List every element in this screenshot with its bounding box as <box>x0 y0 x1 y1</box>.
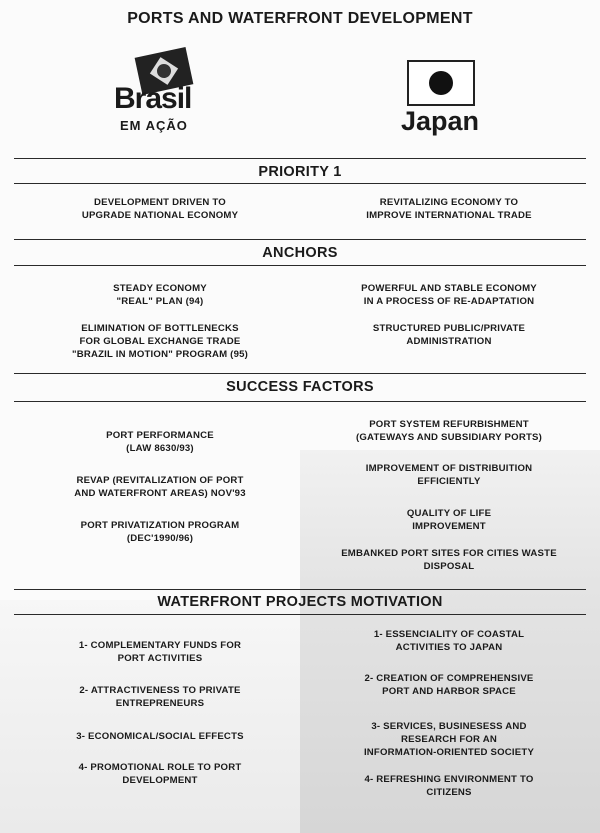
anchors-brazil-item: ELIMINATION OF BOTTLENECKS FOR GLOBAL EXCHANGE TRADE "BRAZIL IN MOTION" PROGRAM (95) <box>71 323 249 360</box>
motivation-japan-item: 2- CREATION OF COMPREHENSIVE PORT AND HARBOR SPACE <box>364 673 534 697</box>
success-japan-item: QUALITY OF LIFE IMPROVEMENT <box>406 508 492 532</box>
brasil-logo-subtitle: EM AÇÃO <box>120 118 188 133</box>
divider <box>14 614 586 615</box>
divider <box>14 401 586 402</box>
motivation-brazil-item: 4- PROMOTIONAL ROLE TO PORT DEVELOPMENT <box>78 762 242 786</box>
success-brazil-item: PORT PERFORMANCE (LAW 8630/93) <box>106 430 214 454</box>
anchors-brazil-item: STEADY ECONOMY "REAL" PLAN (94) <box>113 283 207 307</box>
motivation-japan-item: 1- ESSENCIALITY OF COASTAL ACTIVITIES TO JAPAN <box>373 629 525 653</box>
shaded-background-left <box>0 600 300 833</box>
priority-brazil: DEVELOPMENT DRIVEN TO UPGRADE NATIONAL ECONOMY <box>81 197 239 221</box>
motivation-japan-item: 4- REFRESHING ENVIRONMENT TO CITIZENS <box>364 774 534 798</box>
anchors-japan-item: STRUCTURED PUBLIC/PRIVATE ADMINISTRATION <box>372 323 526 347</box>
page-title: PORTS AND WATERFRONT DEVELOPMENT <box>127 10 473 27</box>
divider <box>14 589 586 590</box>
success-japan-item: EMBANKED PORT SITES FOR CITIES WASTE DISPOSAL <box>341 548 557 572</box>
divider <box>14 183 586 184</box>
brasil-em-acao-logo <box>108 50 218 140</box>
japan-logo-text: Japan <box>401 106 480 136</box>
section-heading-motivation: WATERFRONT PROJECTS MOTIVATION <box>157 594 443 610</box>
motivation-japan-item: 3- SERVICES, BUSINESESS AND RESEARCH FOR AN INFORMATION-ORIENTED SOCIETY <box>363 721 535 758</box>
divider <box>14 265 586 266</box>
section-heading-priority: PRIORITY 1 <box>258 164 342 180</box>
brasil-logo-text: Brasil <box>114 82 192 115</box>
section-heading-success-factors: SUCCESS FACTORS <box>226 379 374 395</box>
motivation-brazil-item: 2- ATTRACTIVENESS TO PRIVATE ENTREPRENEURS <box>79 685 241 709</box>
priority-japan: REVITALIZING ECONOMY TO IMPROVE INTERNATIONAL TRADE <box>366 197 532 221</box>
motivation-brazil-item: 3- ECONOMICAL/SOCIAL EFFECTS <box>76 731 244 742</box>
section-heading-anchors: ANCHORS <box>262 245 338 261</box>
motivation-brazil-item: 1- COMPLEMENTARY FUNDS FOR PORT ACTIVITIES <box>78 640 242 664</box>
japan-logo <box>395 60 495 140</box>
divider <box>14 373 586 374</box>
japan-flag-icon <box>407 60 475 106</box>
divider <box>14 158 586 159</box>
success-japan-item: PORT SYSTEM REFURBISHMENT (GATEWAYS AND SUBSIDIARY PORTS) <box>355 419 542 443</box>
success-brazil-item: PORT PRIVATIZATION PROGRAM (DEC'1990/96) <box>80 520 240 544</box>
success-japan-item: IMPROVEMENT OF DISTRIBUITION EFFICIENTLY <box>365 463 533 487</box>
anchors-japan-item: POWERFUL AND STABLE ECONOMY IN A PROCESS OF RE-ADAPTATION <box>361 283 537 307</box>
divider <box>14 239 586 240</box>
success-brazil-item: REVAP (REVITALIZATION OF PORT AND WATERFRONT AREAS) NOV'93 <box>74 475 246 499</box>
